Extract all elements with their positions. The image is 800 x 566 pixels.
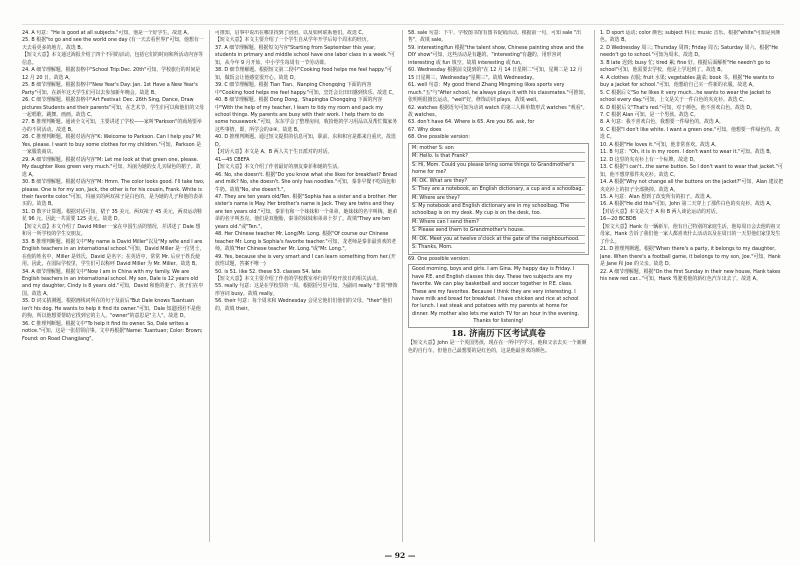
paragraph: 【短文大意】本文通过海报介绍了四个不同的活动，包括它们的时间和所活动内容等信息。 [22,52,203,66]
paragraph: 59. interesting/fun 根据"the talent show, Chinese painting show and the DIY show"可知，这些活动是有趣的。"interesting"有趣的，用形容词 interesting 或 fun 填空。故填 interesting 或 fun。 [408,44,584,66]
dialog-line: M: OK. Meet you at twelve o'clock at the gate of the neighbourhood. [412,236,585,244]
paragraph: 24. A 细节理解题。根据表格中"School Trip:Dec. 20th"可知，学校旅行的时间是 12 月 20 日。故选 A。 [22,67,201,81]
paragraph: 2. D Wednesday 周三; Thursday 周四; Friday 周五; Saturday 周六。根据"He needn't go to school."可知为周末。故选 D。 [600,44,779,59]
paragraph: 40. B 细节理解题。根据 Dong Dong、Shapingba Chongqing 下面的内容中"With the help of my teacher, I learn to tidy my room and pack my school things. My parents are busy with their work. I help them to do some housework."可知，东东学会了整理房间，收拾他的学习用品以及帮忙做家务这些事情，即，所学会的③④。故选 B。 [215,97,398,133]
paragraph: 【短文大意】本文主要介绍了作者的学校教室举行的学校开放日的相关活动。 [215,275,382,282]
paragraph: 27. B 推理判断题。通读全文可知，主要讲述了学校——家叫"Parkson"的商场要举办的不同活动。故选 B。 [22,119,202,133]
dialog-line: S: Hi, Mom. Could you please bring some things to Grandmother's home for me? [412,162,585,178]
dialog-box [408,143,589,255]
paragraph: 12. D 这里的夹克衫上有一个标牌。故选 D。 [600,156,699,163]
paragraph: 24. A 句意："He is good at all subjects."可知，他是一个好学生。故选 A。 [22,30,192,36]
paragraph: 61. well 句意：My good friend Zhang Mingming likes sports very much."五"与"After school, he always plays it with his classmates."可推知，张明明很擅长运动。"well"好，修饰动词 plays，故填 well。 [408,82,589,104]
paragraph: 16. A 根据"He did this"可知，John 第二天穿上了那件白色的夹克衫。故选 A。 [600,201,775,208]
paragraph: 39. C 细节理解题。根据 Tian Tian、Nanping Chongqing 下面的内容中"Cooking food helps me feel happy."可知，烹饪会让田田感到快乐。故选 C。 [215,82,397,96]
dialog-line: M: OK. What are they? [412,178,585,186]
paragraph: 25. B 细节理解题。根据表格中"New Year's Day: Jan. 1st Have a New Year's Party"可知，在新年这天学生们可以去参加新年晚会。故选 B。 [22,82,198,96]
paragraph: 69. One possible version: [408,255,470,262]
paragraph: 37. A 细节理解题。根据短文内容"Starting from September this year, students in primary and middle school have one labor class in a week."可知，从今年 9 月开始，中小学生每周有一节劳动课。 [215,44,395,66]
column-divider [594,30,595,542]
paragraph: 16—20 BCBDB [600,216,637,223]
paragraph: 【对话大意】本文是 A、B 两人关于生日派对的对话。 [215,149,333,156]
paragraph: 38. D 细节理解题。根据短文第二段中"Cooking food helps me feel happy."可知，做饭会让他感觉很开心。故选 D。 [215,67,392,81]
paragraph: 22. A 细节理解题。根据"On the first Sunday in their new house, Hank takes his new red car..."可知，Hank 驾驶着他的新红色汽车出去了。故选 A。 [600,268,781,282]
paragraph: 40. D 推理判断题。通过短文提供的信息可知，职前、东和和宫是都来自重庆。故选 D。 [215,134,396,148]
paragraph: 【短文大意】本文介绍了作者最好的朋友秦菲和她的生活。 [215,164,343,171]
paragraph: 48. Her Chinese teacher Mr. Long/Mr. Long. 根据"Of course our Chinese teacher Mr. Long is Sophia's favorite teacher."可知，龙老师是秦菲最喜欢的老师。故填"Her Chinese teacher Mr. Long."或"Mr. Long."。 [215,231,397,253]
paragraph: 10. A 根据"He loves it."可知，他非常喜欢。故选 A。 [600,141,720,148]
essay-text: Good morning, boys and girls. I am Gina. My happy day is Friday. I have P.E. and English classes this day. These two subjects are my favorite. We can play basketball and soccer together in P.E. class. These are my favorites. Because I think they are very interesting. I have milk and bread for breakfast. I have chicken and rice at school for lunch. I eat steak and potatoes with my parents at home for dinner. My mother also lets me watch TV for an hour in the evening. [412,266,580,317]
paragraph: 11. B 句意："Oh, it is in my room. I don't want to wear it."可知。故选 B。 [600,149,775,156]
paragraph: 21. D 推理判断题。根据"When there's a party, it belongs to my daughter, Jane. When there's a football game, it belongs to my son, Joe."可知，Hank 是 Jane 和 Joe 的父亲。故选 D。 [600,246,781,268]
paragraph: 【短文大意】本文介绍了 David Miller 一家在中国生活的情况，并讲述了 Dale 想和另一所学校的学生交朋友。 [22,223,201,238]
paragraph: 13. C 根据"I can't...the same button. So I don't want to wear that jacket."可知，他不想穿那件夹克衫。故选 C。 [600,164,783,178]
paragraph: 29. A 细节理解题。根据对话内容"M: Let me look at that green one, please. My daughter likes green very much."可知，玛丽为她的女儿买绿色的裙子。故选 A。 [22,156,201,178]
page-number: — 92 — [384,551,416,560]
paragraph: 【对话大意】本文是关于 A 和 B 两人谈论运动的对话。 [600,208,721,215]
paragraph: 4. A clothes 衣服; fruit 水果; vegetables 蔬菜; book 书。根据"He wants to buy a jacket for school."可知，他想给自己买一件新的衣服。故选 A。 [600,74,774,89]
top-rule [22,24,784,25]
dialog-line: S: Please send them to Grandmother's house. [412,227,585,235]
paragraph: 31. D 数字计算题。根据对话可知，裙子 35 美元，两双袜子 45 美元，两双运动鞋花 96 元。因此一共需要 125 美元。故选 D。 [22,208,203,223]
paragraph: 58. sale 句意：下午，学校图书馆有图书促销活动。根据前一句，可知 sale "出售"，故填 sale。 [408,30,582,44]
paragraph: 可推知，启事中说出在哪里找到了团团，以及如何联系他们。故选 C。 [215,30,367,36]
section-title: 18. 济南历下区考试真卷 [451,328,546,339]
paragraph: 25. B 根据"to go and see the world one day (有一天去看世界)"可知，他想有一天去看更多的地方。故选 B。 [22,37,204,51]
paragraph: 50. is 51. like 52. these 53. classes 54. late [215,268,321,275]
paragraph: 28. C 推理判断题。根据对话内容"K: Welcome to Parkson. Can I help you? M: Yes, please. I want to buy some clothes for my children."可知，Parkson 是一家服装商店。 [22,134,202,156]
paragraph: 30. B 细节理解题。根据对话内容"M: Hmm. The color looks good. I'll take two, please. One is for my son, Jack, the other is for his cousin, Frank. White is their favorite color."可知，玛丽买的两双袜子是白色的，是为她的儿子和他的表弟买的。故选 B。 [22,179,205,208]
essay-box [408,264,589,328]
paragraph: 35. D 词义猜测题。根据画线词所在的句子及前后"But Dale knows Tuantuan isn't his dog. He wants to help it find its owner."可知，Dale 知道团团不是他的狗。所以他想要帮助它找到它的主人。"owner"的意思是"主人"。故选 D。 [22,298,201,320]
paragraph: 68. One possible version: [408,134,470,141]
paragraph: 47. They are ten years old/Ten. 根据"Sophia has a sister and a brother. Her sister's name is May. Her brother's name is Jack. They are twins and they are ten years old."可知，秦菲有和一个妹妹和一个弟弟，她妹妹的名字叫梅，她弟弟的名字叫杰克。他们是双胞胎，秦菲的妹妹和弟弟十岁了。故填"They are ten years old."或"Ten."。 [215,193,398,230]
dialog-line: M: mother S: son [412,145,585,153]
paragraph: 36. C 推理判断题。根据文中"To help it find its owner. So, Dale writes a notice."可知，这是一张招领启事。文中再根据"Name: Tuantuan; Color: Brown; Found: on Road Changjiang"。 [22,320,203,342]
paragraph: 56. their 句意：每个周末和 Wednesday 会见它他们们他们的父母。"their"他们的，故填 their。 [215,298,393,312]
dialog-line: S: They are a notebook, an English dictionary, a cup and a schoolbag. [412,186,585,194]
paragraph: 3. B late 迟到; busy 忙; tired 累; fine 好。根据后面解析"He needn't go to school"可知，他需要去学校，他是上学迟到了。故选 B。 [600,59,771,74]
paragraph: 【短文大意】本文主要介绍了一个学生自从学年开学后每个周末的经历。 [215,37,372,44]
column-3 [408,30,589,542]
paragraph: 62. watches 根据语句可知为动词 watch 的第三人称单数形式 watches "观看"。故 watches。 [408,104,588,118]
paragraph: 15. A 句意：Alan 想到了改变所有的扣子。故选 A。 [600,193,715,200]
essay-closing: Thanks for listening! [473,318,524,325]
column-divider [402,30,403,542]
paragraph: 1. D sport 运动; color 颜色; subject 科目; music 音乐。根据"white"可知是问颜色。故选 B。 [600,30,781,44]
paragraph: 5. C 根据后文"So he likes it very much...he wants to wear the jacket to school every day."可知，上文是关于一件白色的夹克衫。故选 C。 [600,89,771,104]
paragraph: 9. C 根据"I don't like white. I want a green one."可知，他想要一件绿色的。故选 C。 [600,126,780,141]
dialog-line: M: Hello. Is that Frank? [412,153,585,161]
paragraph: 46. No, she doesn't. 根据"Do you know what she likes for breakfast? Bread and milk? No, she doesn't. She only has noodles."可知，秦菲早餐不吃面包和牛奶。故填"No, she doesn't."。 [215,171,397,193]
paragraph: 14. A 根据"Why not change all the buttons on the jacket?"可知，Alan 建议把夹克衫上的扣子全部换掉。故选 A。 [600,179,784,193]
paragraph: 55. really 句意：这是在学校里的一周。根据括号里可知，为副词 really "非常"修饰形容词 busy。故填 really。 [215,283,398,297]
paragraph: 67. Why does [408,126,442,133]
paragraph: 33. B 推理判断题。根据文中"My name is David Miller"以及"My wife and I are English teachers in an international school."可知，David Miller 是一位男士，在他的姓名中，Miller 是姓氏，David 是名字；在英语中，常常 Mr. 后应于姓氏使用。因此，在国际学校里，学生们可以称呼 David Miller 为 Mr. Miller。故选 B。 [22,238,205,268]
column-1 [22,30,205,542]
paragraph: 6. D 根据后文"That's red."可知，对于颜色，他不喜欢白色。故选 D。 [600,104,755,111]
paragraph: 34. A 细节理解题。根据文中"Now I am in China with my family. We are English teachers in an international school. My son, Dale is 12 years old and my daughter, Cindy is 8 years old."可知，David 和他的妻子、孩子们在中国。故选 A。 [22,268,204,297]
dialog-line: M: Where can I send them? [412,219,585,227]
paragraph: 【短文大意】Hank 有一辆新车，他有自己特别的家庭生活，他每周日会去他的祖父母家。Hank 告诉了我们他一家人都喜欢什么活动以及在周日的一天里他们家里发生了什么。 [600,223,781,245]
column-divider [209,30,210,542]
paragraph: 60. Wednesday 根据前文提到的"在 12 月 14 日星期二"可知，星期二是 12 月 15 日星期三，Wednesday"星期三"。故填 Wednesday。 [408,67,583,81]
dialog-line: M: Where are they? [412,195,585,203]
dialog-line: S: My notebook and English dictionary are in my schoolbag. The schoolbag is on my desk. My cup is on the desk, too. [412,203,585,219]
paragraph: 63. don't have 64. Where is 65. Are you 66. ask, for [408,119,535,126]
paragraph: 7. C 根据 Alan 可知，是一个男孩。故选 C。 [600,111,699,118]
paragraph: 41—45 CBEFA [215,156,250,163]
paragraph: 8. A 句意：我不喜欢白色，我想要一件绿色的。故选 A。 [600,119,724,126]
paragraph: 26. C 细节理解题。根据表格中"Art Festival: Dec. 26th Sing, Dance, Draw pictures Students and their parents"可知，在艺术节，学生们可以和他们的父母一起唱歌、跳舞、画画。故选 C。 [22,97,204,118]
column-4 [600,30,784,542]
paragraph: 49. Yes, because she is very smart and I can learn something from her.(开放性试题，答案不唯一) [215,253,396,268]
column-2 [215,30,398,542]
paragraph: 【短文大意】John 是一个英国男孩，现在在一所中学学习。他和父亲去买一个新颜色的自行车，但他自己最想要的是红色的，这是他最喜欢的颜色。 [408,340,587,354]
dialog-line: S: Thanks, Mom. [412,244,585,252]
